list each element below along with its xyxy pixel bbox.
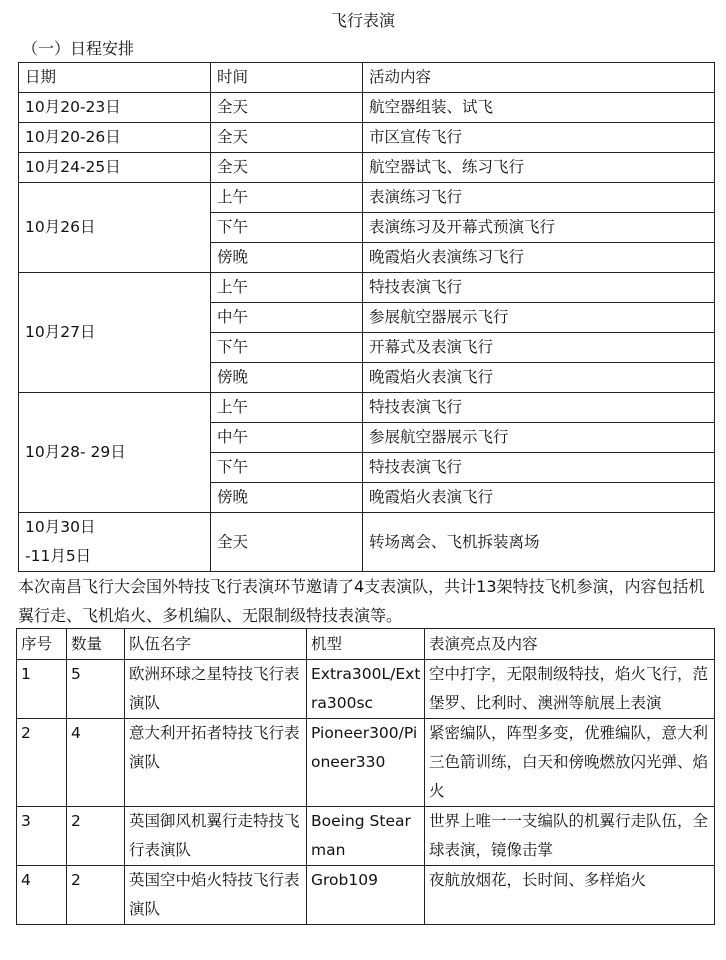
table-header-row (17, 629, 715, 660)
cell-time: 上午 (211, 273, 363, 303)
cell-time: 全天 (211, 123, 363, 153)
cell-time: 全天 (211, 93, 363, 123)
document-title: 飞行表演 (330, 11, 395, 30)
cell-time: 下午 (211, 453, 363, 483)
cell-team-name: 英国御风机翼行走特技飞行表演队 (125, 807, 307, 866)
table-row (17, 660, 715, 719)
cell-content: 世界上唯一一支编队的机翼行走队伍，全球表演，镜像击掌 (425, 807, 715, 866)
cell-activity: 晚霞焰火表演练习飞行 (363, 243, 715, 273)
cell-model: Boeing Stearman (307, 807, 425, 866)
header-team-name: 队伍名字 (125, 629, 307, 660)
cell-time: 中午 (211, 423, 363, 453)
cell-date: 10月26日 (19, 183, 211, 273)
cell-no: 1 (17, 660, 67, 719)
table-header-row (19, 63, 715, 93)
cell-model: Pioneer300/Pioneer330 (307, 719, 425, 807)
cell-time: 傍晚 (211, 243, 363, 273)
table-row (17, 719, 715, 807)
table-row (19, 273, 715, 303)
cell-count: 4 (67, 719, 125, 807)
header-model: 机型 (307, 629, 425, 660)
table-row (19, 93, 715, 123)
header-no: 序号 (17, 629, 67, 660)
teams-table (16, 628, 715, 925)
cell-content: 空中打字，无限制级特技，焰火飞行，范堡罗、比利时、澳洲等航展上表演 (425, 660, 715, 719)
intro-paragraph: 本次南昌飞行大会国外特技飞行表演环节邀请了4支表演队，共计13架特技飞机参演，内容包括机翼行走、飞机焰火、多机编队、无限制级特技表演等。 (18, 577, 705, 625)
cell-activity: 晚霞焰火表演飞行 (363, 363, 715, 393)
cell-activity: 参展航空器展示飞行 (363, 423, 715, 453)
header-date: 日期 (19, 63, 211, 93)
table-row (19, 153, 715, 183)
date-line-2: -11月5日 (25, 547, 92, 565)
cell-model: Extra300L/Extra300sc (307, 660, 425, 719)
cell-count: 2 (67, 866, 125, 925)
cell-activity: 参展航空器展示飞行 (363, 303, 715, 333)
cell-activity: 晚霞焰火表演飞行 (363, 483, 715, 513)
header-count: 数量 (67, 629, 125, 660)
cell-activity: 特技表演飞行 (363, 273, 715, 303)
header-content: 表演亮点及内容 (425, 629, 715, 660)
cell-no: 4 (17, 866, 67, 925)
cell-date (19, 513, 211, 572)
cell-model: Grob109 (307, 866, 425, 925)
table-row (19, 123, 715, 153)
cell-activity: 航空器组装、试飞 (363, 93, 715, 123)
cell-team-name: 意大利开拓者特技飞行表演队 (125, 719, 307, 807)
cell-time: 下午 (211, 213, 363, 243)
cell-activity: 转场离会、飞机拆装离场 (363, 513, 715, 572)
cell-time: 中午 (211, 303, 363, 333)
cell-time: 下午 (211, 333, 363, 363)
cell-time: 上午 (211, 183, 363, 213)
table-row (17, 866, 715, 925)
table-row (19, 183, 715, 213)
cell-time: 全天 (211, 153, 363, 183)
cell-activity: 特技表演飞行 (363, 393, 715, 423)
cell-time: 上午 (211, 393, 363, 423)
cell-time: 傍晚 (211, 363, 363, 393)
cell-time: 全天 (211, 513, 363, 572)
cell-activity: 航空器试飞、练习飞行 (363, 153, 715, 183)
cell-date: 10月27日 (19, 273, 211, 393)
table-row (17, 807, 715, 866)
header-time: 时间 (211, 63, 363, 93)
section-heading: （一）日程安排 (22, 39, 135, 58)
cell-content: 夜航放烟花，长时间、多样焰火 (425, 866, 715, 925)
table-row (19, 393, 715, 423)
cell-activity: 表演练习及开幕式预演飞行 (363, 213, 715, 243)
cell-count: 5 (67, 660, 125, 719)
cell-activity: 市区宣传飞行 (363, 123, 715, 153)
table-row (19, 513, 715, 572)
cell-activity: 表演练习飞行 (363, 183, 715, 213)
cell-no: 2 (17, 719, 67, 807)
cell-activity: 开幕式及表演飞行 (363, 333, 715, 363)
cell-date: 10月28- 29日 (19, 393, 211, 513)
date-line-1: 10月30日 (25, 518, 96, 536)
cell-date: 10月24-25日 (19, 153, 211, 183)
header-activity: 活动内容 (363, 63, 715, 93)
cell-time: 傍晚 (211, 483, 363, 513)
cell-date: 10月20-26日 (19, 123, 211, 153)
schedule-table (18, 62, 715, 572)
cell-activity: 特技表演飞行 (363, 453, 715, 483)
cell-team-name: 英国空中焰火特技飞行表演队 (125, 866, 307, 925)
cell-no: 3 (17, 807, 67, 866)
cell-count: 2 (67, 807, 125, 866)
cell-team-name: 欧洲环球之星特技飞行表演队 (125, 660, 307, 719)
cell-content: 紧密编队，阵型多变，优雅编队，意大利三色箭训练，白天和傍晚燃放闪光弹、焰火 (425, 719, 715, 807)
cell-date: 10月20-23日 (19, 93, 211, 123)
